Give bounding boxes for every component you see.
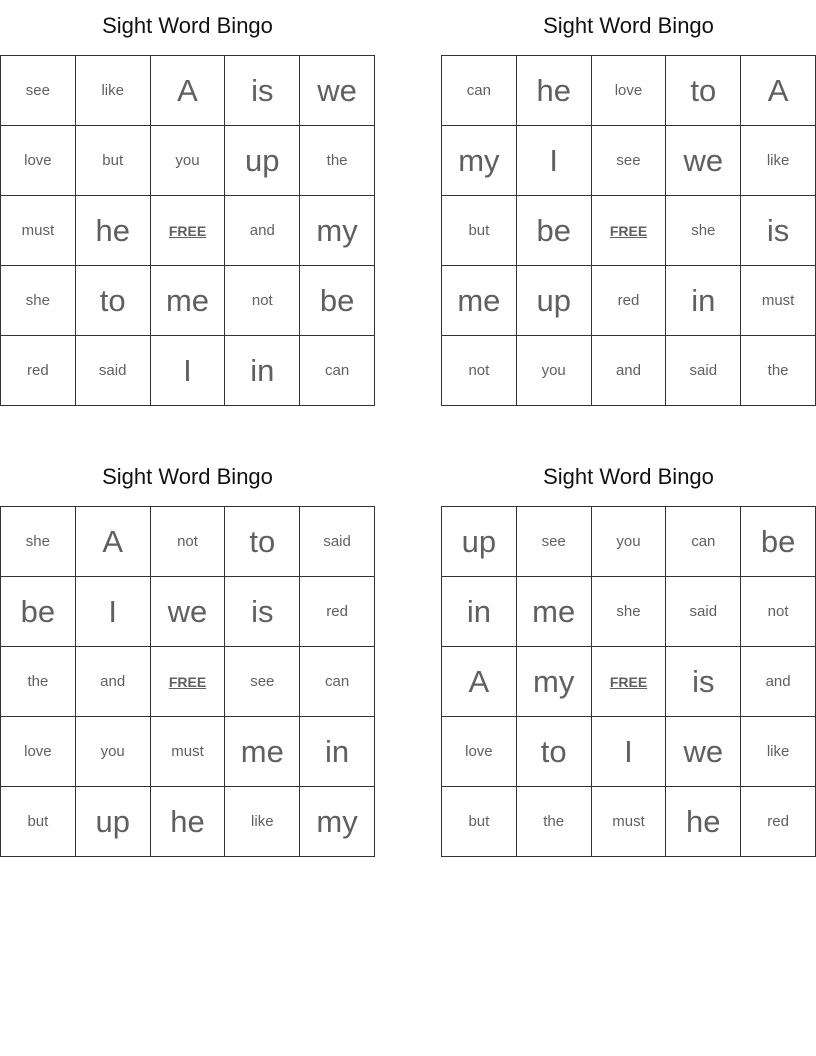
word-cell: to [516,717,591,787]
word-cell: we [150,577,225,647]
word-cell: red [1,336,76,406]
card-title: Sight Word Bingo [102,464,273,489]
grid-row [442,266,816,336]
grid-row [1,266,375,336]
word-cell: you [591,507,666,577]
word-cell: in [300,717,375,787]
word-cell: me [225,717,300,787]
word-cell: the [741,336,816,406]
word-cell: you [516,336,591,406]
word-cell: me [516,577,591,647]
word-cell: but [442,196,517,266]
word-cell: love [442,717,517,787]
word-cell: you [150,126,225,196]
grid-row [442,717,816,787]
word-cell: but [442,787,517,857]
word-cell: can [666,507,741,577]
word-cell: A [75,507,150,577]
word-cell: he [666,787,741,857]
word-cell: must [591,787,666,857]
word-cell: love [1,126,76,196]
word-cell: be [300,266,375,336]
word-cell: to [666,56,741,126]
word-cell: is [225,56,300,126]
bingo-grid [441,55,816,406]
free-space: FREE [150,196,225,266]
word-cell: red [591,266,666,336]
grid-row [442,647,816,717]
grid-row [1,577,375,647]
word-cell: must [1,196,76,266]
free-space: FREE [591,196,666,266]
word-cell: the [1,647,76,717]
word-cell: not [442,336,517,406]
word-cell: me [150,266,225,336]
word-cell: my [516,647,591,717]
grid-row [1,126,375,196]
grid-row [442,577,816,647]
word-cell: like [741,717,816,787]
word-cell: see [225,647,300,717]
word-cell: me [442,266,517,336]
free-space: FREE [591,647,666,717]
word-cell: be [741,507,816,577]
word-cell: be [516,196,591,266]
grid-row [1,196,375,266]
word-cell: is [741,196,816,266]
word-cell: we [300,56,375,126]
word-cell: my [300,196,375,266]
word-cell: see [591,126,666,196]
word-cell: can [300,647,375,717]
word-cell: he [150,787,225,857]
word-cell: like [75,56,150,126]
word-cell: said [300,507,375,577]
grid-row [442,787,816,857]
word-cell: we [666,717,741,787]
word-cell: red [741,787,816,857]
grid-row [1,336,375,406]
grid-row [442,126,816,196]
word-cell: must [741,266,816,336]
grid-row [1,717,375,787]
word-cell: see [516,507,591,577]
grid-row [442,196,816,266]
word-cell: she [591,577,666,647]
card-title: Sight Word Bingo [543,13,714,38]
word-cell: love [1,717,76,787]
word-cell: said [666,336,741,406]
word-cell: up [225,126,300,196]
grid-row [442,336,816,406]
word-cell: must [150,717,225,787]
grid-row [1,507,375,577]
word-cell: to [225,507,300,577]
bingo-grid [0,55,375,406]
word-cell: said [75,336,150,406]
word-cell: in [225,336,300,406]
word-cell: A [442,647,517,717]
word-cell: and [75,647,150,717]
word-cell: my [300,787,375,857]
word-cell: see [1,56,76,126]
word-cell: I [516,126,591,196]
word-cell: and [741,647,816,717]
word-cell: not [225,266,300,336]
word-cell: my [442,126,517,196]
grid-row [442,507,816,577]
bingo-grid [0,506,375,857]
word-cell: in [666,266,741,336]
word-cell: I [150,336,225,406]
bingo-grid [441,506,816,857]
word-cell: A [150,56,225,126]
grid-row [1,647,375,717]
word-cell: be [1,577,76,647]
word-cell: can [442,56,517,126]
card-title: Sight Word Bingo [102,13,273,38]
word-cell: and [591,336,666,406]
word-cell: I [591,717,666,787]
word-cell: can [300,336,375,406]
word-cell: she [1,507,76,577]
word-cell: but [1,787,76,857]
word-cell: love [591,56,666,126]
word-cell: in [442,577,517,647]
word-cell: he [516,56,591,126]
word-cell: but [75,126,150,196]
word-cell: she [1,266,76,336]
word-cell: to [75,266,150,336]
word-cell: like [225,787,300,857]
word-cell: said [666,577,741,647]
word-cell: is [225,577,300,647]
grid-row [1,56,375,126]
word-cell: A [741,56,816,126]
word-cell: she [666,196,741,266]
word-cell: the [300,126,375,196]
word-cell: up [442,507,517,577]
word-cell: like [741,126,816,196]
word-cell: is [666,647,741,717]
word-cell: up [75,787,150,857]
word-cell: he [75,196,150,266]
word-cell: not [741,577,816,647]
word-cell: the [516,787,591,857]
word-cell: and [225,196,300,266]
word-cell: I [75,577,150,647]
grid-row [1,787,375,857]
word-cell: red [300,577,375,647]
word-cell: up [516,266,591,336]
card-title: Sight Word Bingo [543,464,714,489]
word-cell: we [666,126,741,196]
word-cell: you [75,717,150,787]
word-cell: not [150,507,225,577]
grid-row [442,56,816,126]
free-space: FREE [150,647,225,717]
